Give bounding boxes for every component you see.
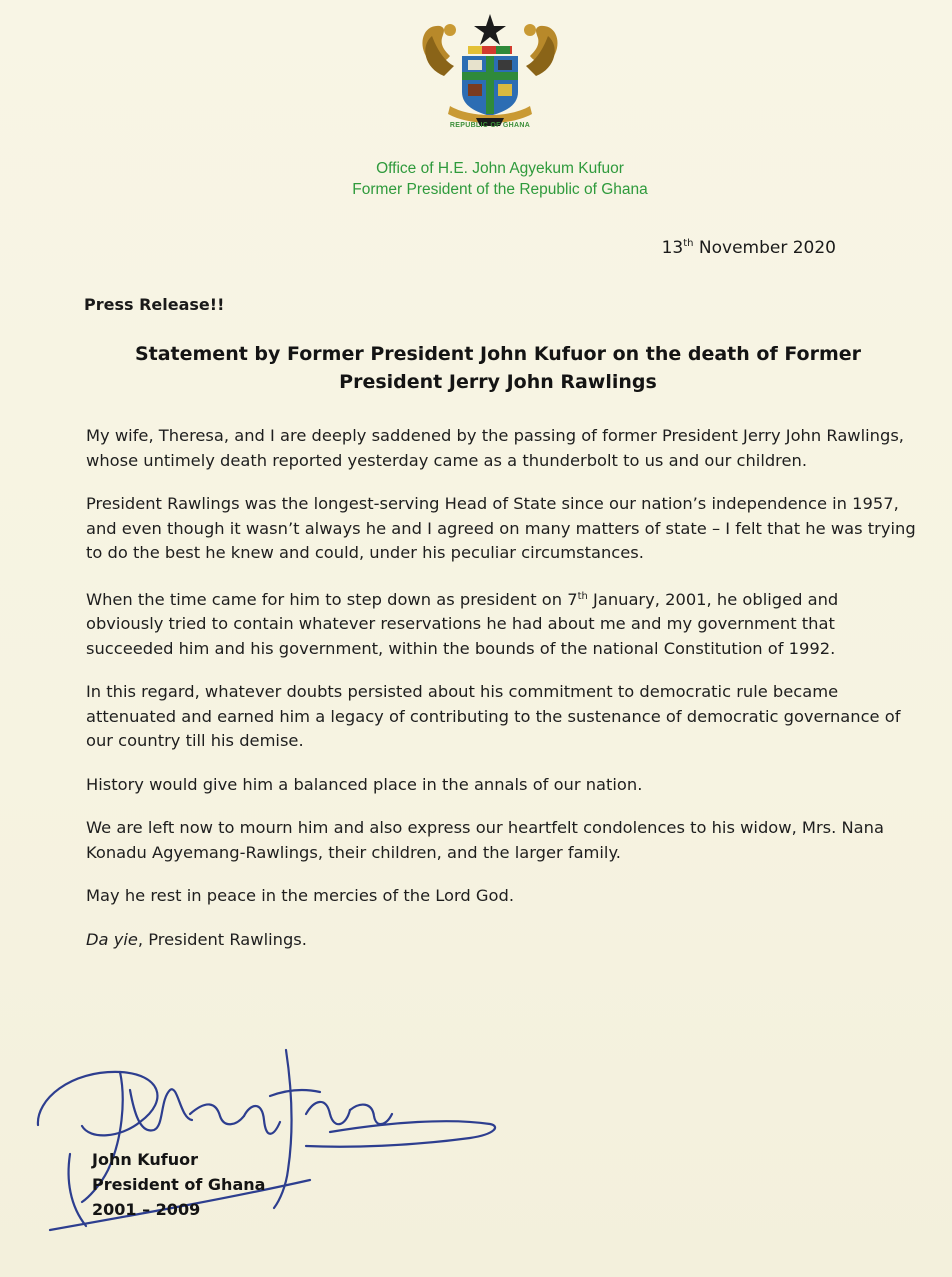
statement-body [86, 424, 916, 971]
paragraph-5: History would give him a balanced place in the annals of our nation. [86, 774, 643, 794]
paragraph-3 [86, 585, 916, 662]
letterhead-office-line: Office of H.E. John Agyekum Kufuor [376, 160, 624, 177]
letter-date [600, 238, 836, 258]
dayie-italic: Da yie [86, 929, 138, 949]
paragraph-7: May he rest in peace in the mercies of the Lord God. [86, 886, 515, 905]
letterhead [300, 158, 700, 200]
coat-of-arms-caption: REPUBLIC OF GHANA [449, 122, 531, 129]
paragraph-3-end: January, 2001, he obliged and obviously tried to contain whatever reservations he had about me and my government that succeeded him and his government, within the bounds of the national Constitution of 1992. [86, 589, 839, 658]
signer-block [92, 1147, 265, 1222]
statement-heading [88, 340, 908, 396]
signer-name: John Kufuor [92, 1150, 199, 1169]
letterhead-title-line: Former President of the Republic of Ghana [352, 181, 648, 198]
paragraph-3-ordinal: th [577, 590, 588, 602]
statement-heading-line-2: President Jerry John Rawlings [339, 371, 657, 393]
paragraph-8 [86, 928, 916, 953]
signer-title: President of Ghana [92, 1175, 266, 1194]
date-suffix: th [683, 238, 694, 249]
statement-heading-line-1: Statement by Former President John Kufuor on the death of Former [134, 343, 862, 365]
paragraph-4: In this regard, whatever doubts persisted about his commitment to democratic rule became attenuated and earned him a legacy of contributing to the sustenance of democratic governance of our country till his demise. [86, 682, 901, 750]
paragraph-3-start: When the time came for him to step down as president on 7 [86, 589, 578, 609]
paragraph-1: My wife, Theresa, and I are deeply saddened by the passing of former President Jerry John Rawlings, whose untimely death reported yesterday came as a thunderbolt to us and our children. [86, 426, 904, 470]
paragraph-2: President Rawlings was the longest-serving Head of State since our nation’s independence in 1957, and even though it wasn’t always he and I agreed on many matters of state – I felt that he was trying to do the best he knew and could, under his peculiar circumstances. [86, 494, 916, 562]
press-release-label: Press Release!! [84, 295, 225, 314]
paragraph-8-rest: , President Rawlings. [137, 929, 307, 949]
signer-term: 2001 – 2009 [92, 1200, 201, 1219]
date-day: 13 [661, 238, 684, 258]
paragraph-6: We are left now to mourn him and also express our heartfelt condolences to his widow, Mrs. Nana Konadu Agyemang-Rawlings, their children, and the larger family. [86, 818, 884, 862]
date-month-year: November 2020 [698, 238, 836, 258]
ghana-coat-of-arms-icon [410, 6, 570, 134]
